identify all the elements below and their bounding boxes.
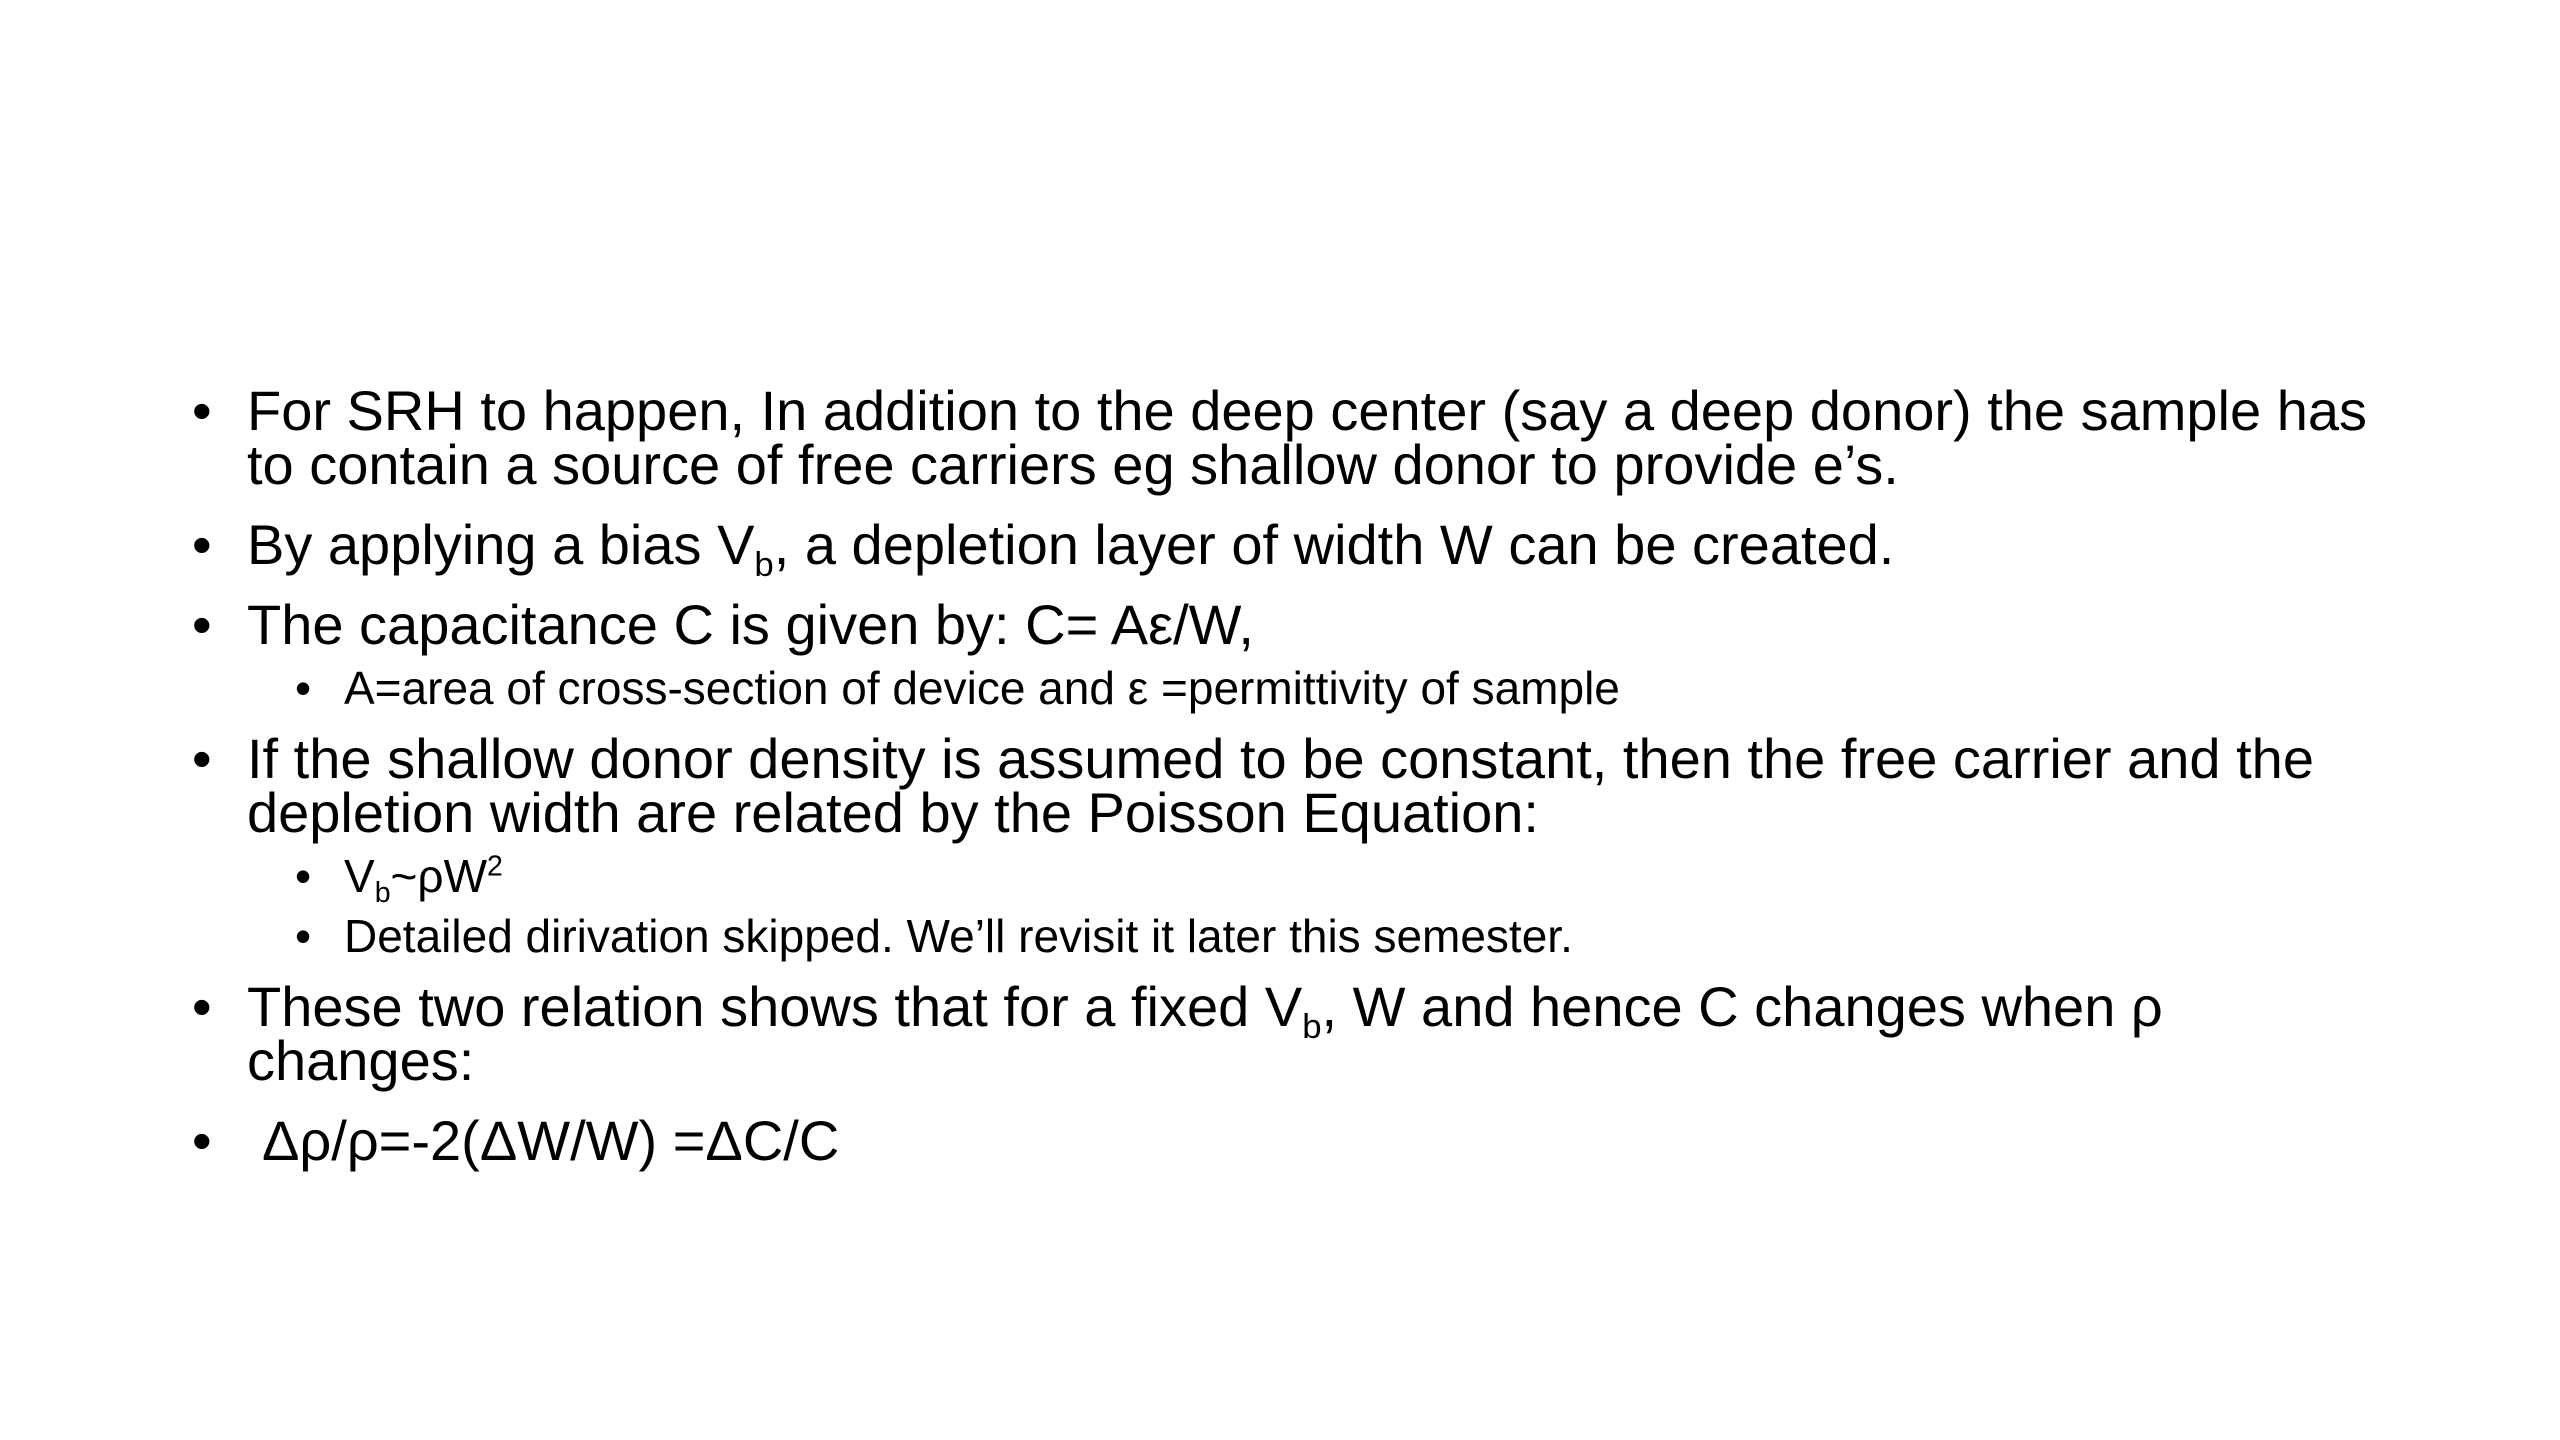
subbullet-area-permittivity bbox=[192, 658, 2392, 718]
bullet-dot: • bbox=[192, 727, 212, 790]
subscript-b: b bbox=[1302, 1008, 1322, 1047]
bullet-dot: • bbox=[192, 379, 212, 442]
bullet-text: For SRH to happen, In addition to the deep center (say a deep donor) the sample has to contain a source of free carriers eg shallow donor to provide e’s. bbox=[247, 379, 2367, 496]
bullet-dot: • bbox=[192, 975, 212, 1038]
subscript-b: b bbox=[754, 546, 774, 585]
bullet-text-start: By applying a bias V bbox=[247, 513, 755, 576]
superscript-2: 2 bbox=[487, 850, 503, 883]
bullet-dot: • bbox=[192, 513, 212, 576]
bullet-dot: • bbox=[295, 910, 312, 962]
subscript-b: b bbox=[374, 877, 391, 910]
formula-mid: ~ρW bbox=[390, 850, 487, 902]
subbullet-text: A=area of cross-section of device and ε =permittivity of sample bbox=[344, 662, 1620, 714]
bullet-dot: • bbox=[295, 662, 312, 714]
bullet-text: If the shallow donor density is assumed to be constant, then the free carrier and the depletion width are related by the Poisson Equation: bbox=[247, 727, 2314, 844]
bullet-capacitance bbox=[192, 593, 2392, 656]
bullet-dot: • bbox=[295, 850, 312, 902]
bullet-list bbox=[192, 379, 2392, 1194]
bullet-bias-depletion bbox=[192, 513, 2392, 585]
subbullet-derivation-note bbox=[192, 906, 2392, 966]
formula-v: V bbox=[344, 850, 375, 902]
bullet-srh-requirement bbox=[192, 379, 2392, 496]
bullet-relation bbox=[192, 975, 2392, 1092]
bullet-text-end: , a depletion layer of width W can be created. bbox=[773, 513, 1895, 576]
subbullet-vb-relation bbox=[192, 846, 2392, 910]
bullet-text: The capacitance C is given by: C= Aε/W, bbox=[247, 593, 1254, 656]
poisson-subitems bbox=[192, 846, 2392, 966]
bullet-text-start: These two relation shows that for a fixed V bbox=[247, 975, 1303, 1038]
bullet-poisson bbox=[192, 727, 2392, 844]
subbullet-text: Detailed dirivation skipped. We’ll revisit it later this semester. bbox=[344, 910, 1573, 962]
bullet-dot: • bbox=[192, 593, 212, 656]
capacitance-subitems bbox=[192, 658, 2392, 718]
bullet-dot: • bbox=[192, 1109, 212, 1172]
bullet-equation bbox=[192, 1109, 2392, 1172]
equation-text: Δρ/ρ=-2(ΔW/W) =ΔC/C bbox=[262, 1109, 840, 1172]
bullet-text-end: , W and hence C changes when ρ changes: bbox=[247, 975, 2163, 1092]
